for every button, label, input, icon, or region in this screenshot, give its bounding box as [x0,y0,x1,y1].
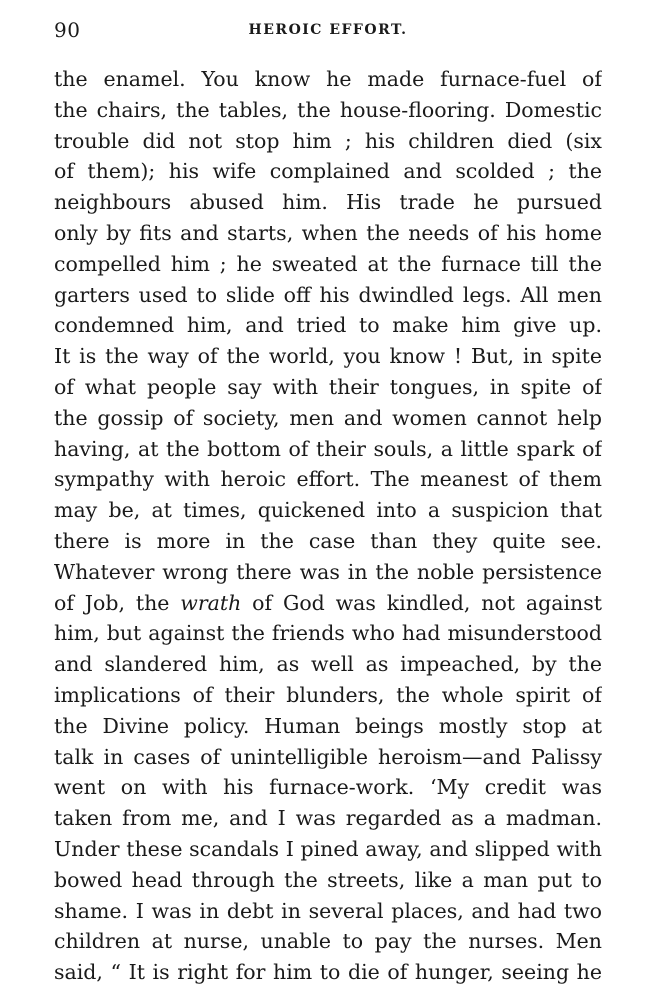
text-line: sympathy with heroic effort. The meanest of them [54,467,602,492]
text-line: garters used to slide off his dwindled legs. All men [54,282,602,307]
text-line: there is more in the case than they quite see. [54,528,602,553]
text-line: of them); his wife complained and scolded ; the [54,159,602,184]
text-line: of what people say with their tongues, in spite of [54,374,602,399]
text-line: may be, at times, quickened into a suspicion that [54,498,602,523]
text-line: children at nurse, unable to pay the nurses. Men [54,929,602,954]
line-segment: of God was kindled, not against [252,590,602,615]
text-line: shame. I was in debt in several places, and had two [54,898,602,923]
text-line: It is the way of the world, you know ! But, in spite [54,344,602,369]
text-line: neighbours abused him. His trade he pursued [54,190,602,215]
text-line: the Divine policy. Human beings mostly stop at [54,713,602,738]
text-line: condemned him, and tried to make him give up. [54,313,602,338]
text-line: him, but against the friends who had misunderstood [54,621,602,646]
text-line: compelled him ; he sweated at the furnace till the [54,251,602,276]
text-line: the enamel. You know he made furnace-fuel of [54,67,602,91]
text-line: only by fits and starts, when the needs of his home [54,220,602,245]
text-line: trouble did not stop him ; his children died (six [54,128,602,153]
italic-word: wrath [180,590,242,615]
text-line: Under these scandals I pined away, and slipped with [54,836,602,861]
text-line: having, at the bottom of their souls, a little spark of [54,436,602,461]
text-line: Whatever wrong there was in the noble persistence [54,559,602,584]
text-line-with-italic [54,588,602,619]
text-line: the chairs, the tables, the house-flooring. Domestic [54,97,602,122]
text-line: and slandered him, as well as impeached, by the [54,652,602,677]
line-segment: of Job, the [54,590,170,615]
text-line: bowed head through the streets, like a man put to [54,867,602,892]
text-line: went on with his furnace-work. ‘My credit was [54,775,602,800]
body-text [54,64,602,988]
text-line: taken from me, and I was regarded as a madman. [54,806,602,831]
text-line: talk in cases of unintelligible heroism—and Palissy [54,744,602,769]
running-head: HEROIC EFFORT. [248,22,408,38]
text-line: implications of their blunders, the whole spirit of [54,682,602,707]
text-line: said, “ It is right for him to die of hunger, seeing he [54,960,602,985]
page-header [54,18,602,48]
page-number: 90 [54,18,81,42]
text-line: the gossip of society, men and women cannot help [54,405,602,430]
